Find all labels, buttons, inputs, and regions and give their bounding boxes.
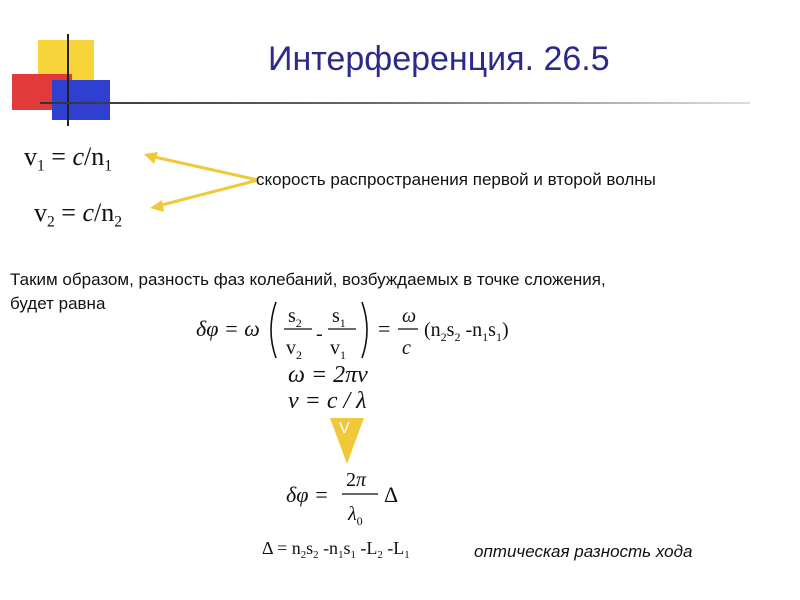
svg-text:(n2s2 -n1s1): ($n_2s_2$ $-n_1s_1$) — [424, 319, 509, 344]
svg-text:s2: $s_2$ — [288, 305, 302, 330]
formula-v1: $v_1 = c/n_1$ — [24, 142, 113, 175]
paragraph-line-2: будет равна — [10, 294, 106, 313]
svg-text:δφ =: δφ = — [286, 482, 329, 507]
svg-text:δφ = ω: δφ = ω — [196, 316, 260, 341]
speed-caption: скорость распространения первой и второй волны — [256, 170, 656, 189]
svg-text:v1: $v_1$ — [330, 337, 346, 362]
svg-text:v2: $v_2$ — [286, 337, 302, 362]
svg-text:s1: $s_1$ — [332, 305, 346, 330]
pointer-arrows — [140, 150, 260, 220]
paragraph-line-1: Таким образом, разность фаз колебаний, возбуждаемых в точке сложения, — [10, 270, 606, 289]
formula-phase-wavelength — [286, 462, 416, 532]
svg-text:λ0: $\lambda_0$ — [348, 503, 363, 528]
svg-text:Δ: Δ — [384, 482, 399, 507]
formula-omega: ω = 2πν — [288, 362, 368, 388]
svg-text:ω: ω — [402, 305, 417, 327]
title-underline — [40, 102, 750, 104]
svg-text:=: = — [378, 316, 391, 341]
formula-v2: $v_2 = c/n_2$ — [34, 198, 123, 231]
svg-text:2π: 2π — [346, 469, 367, 491]
formula-phase-difference — [196, 292, 536, 368]
svg-text:c: c — [402, 337, 411, 359]
slide-title: Интерференция. 26.5 — [268, 40, 610, 78]
formula-nu: ν = c / λ — [288, 388, 367, 414]
decor-vertical-line — [67, 34, 69, 126]
formula-optical-path: $\Delta = n_2s_2$ $-n_1s_1$ $-L_2$ $-L_1$ — [262, 538, 410, 561]
svg-text:-: - — [316, 323, 323, 345]
down-arrow-glyph: V — [339, 420, 350, 437]
optical-path-caption: оптическая разность хода — [474, 542, 693, 561]
decor-square-blue — [52, 80, 110, 120]
